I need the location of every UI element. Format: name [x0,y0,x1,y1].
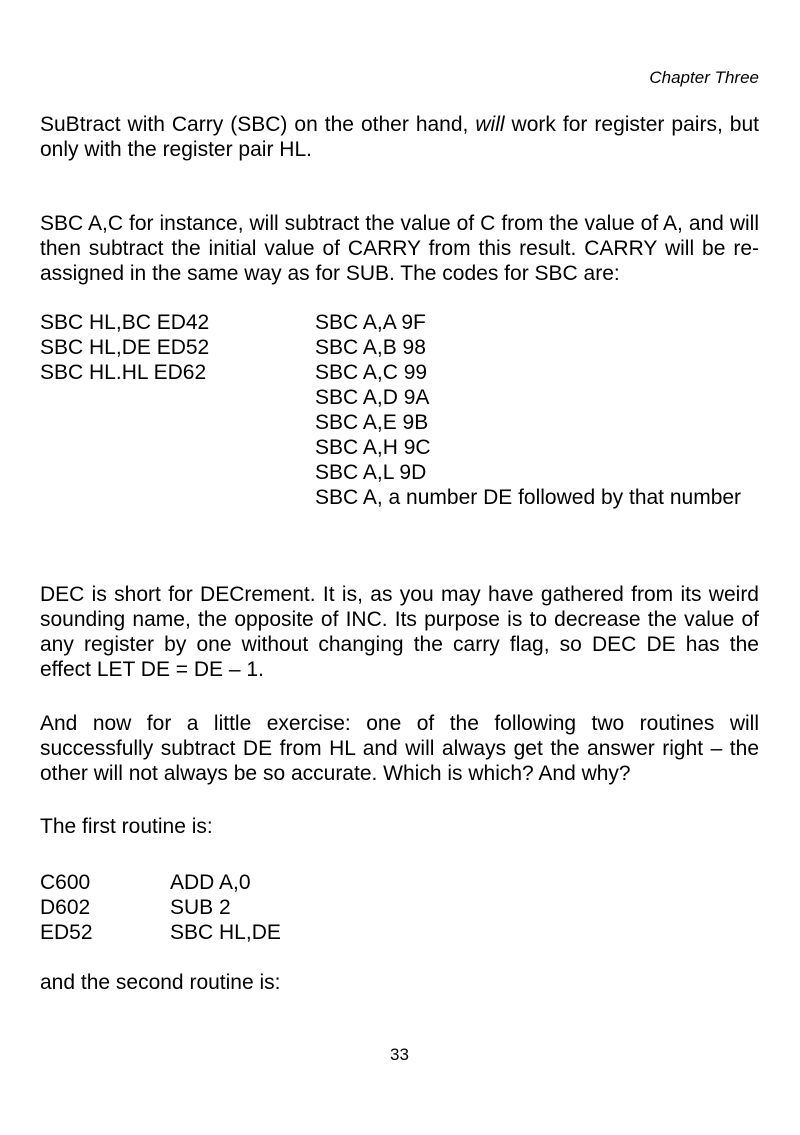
sbc-codes-left-column [40,310,310,385]
paragraph-first-routine: The first routine is: [40,815,213,838]
page-number: 33 [390,1045,409,1064]
routine-line [40,870,440,895]
code-entry-number: SBC A, a number DE followed by that number [315,486,742,509]
code-entry: SBC A,B 98 [315,336,426,359]
routine-code: D602 [40,896,91,919]
code-entry: SBC A,L 9D [315,461,427,484]
routine-line [40,895,440,920]
code-entry: SBC A,D 9A [315,386,430,409]
routine-code: ED52 [40,921,93,944]
code-entry: SBC HL,DE ED52 [40,336,210,359]
routine-instruction: ADD A,0 [170,871,251,894]
paragraph-exercise: And now for a little exercise: one of the following two routines will successfully subtract DE from HL and will always get the answer right – the other will not always be so accurate. Which is which? And why? [40,712,759,785]
chapter-header: Chapter Three [649,68,759,87]
paragraph-sbc-intro-end: work for register pairs, but only with the register pair HL. [40,113,759,161]
code-entry: SBC A,H 9C [315,436,431,459]
emphasis-will: will [475,113,505,136]
paragraph-sbc-example: SBC A,C for instance, will subtract the value of C from the value of A, and will then subtract the initial value of CARRY from this result. CARRY will be re-assigned in the same way as for SUB. The codes for SBC are: [40,212,759,285]
sbc-codes-right-column [315,310,759,510]
code-entry: SBC HL,BC ED42 [40,311,210,334]
first-routine-listing [40,870,440,945]
document-page [40,0,759,1135]
paragraph-dec: DEC is short for DECrement. It is, as you may have gathered from its weird sounding name, the opposite of INC. Its purpose is to decrease the value of any register by one without changing the carry flag, so DEC DE has the effect LET DE = DE – 1. [40,583,759,681]
code-entry: SBC A,C 99 [315,361,428,384]
paragraph-sbc-intro [40,112,759,162]
code-entry: SBC A,E 9B [315,411,429,434]
paragraph-sbc-intro-start: SuBtract with Carry (SBC) on the other hand, [40,113,476,136]
paragraph-second-routine: and the second routine is: [40,971,281,994]
routine-line [40,920,440,945]
routine-instruction: SUB 2 [170,896,231,919]
routine-code: C600 [40,871,91,894]
code-entry: SBC HL.HL ED62 [40,361,207,384]
routine-instruction: SBC HL,DE [170,921,281,944]
code-entry: SBC A,A 9F [315,311,426,334]
